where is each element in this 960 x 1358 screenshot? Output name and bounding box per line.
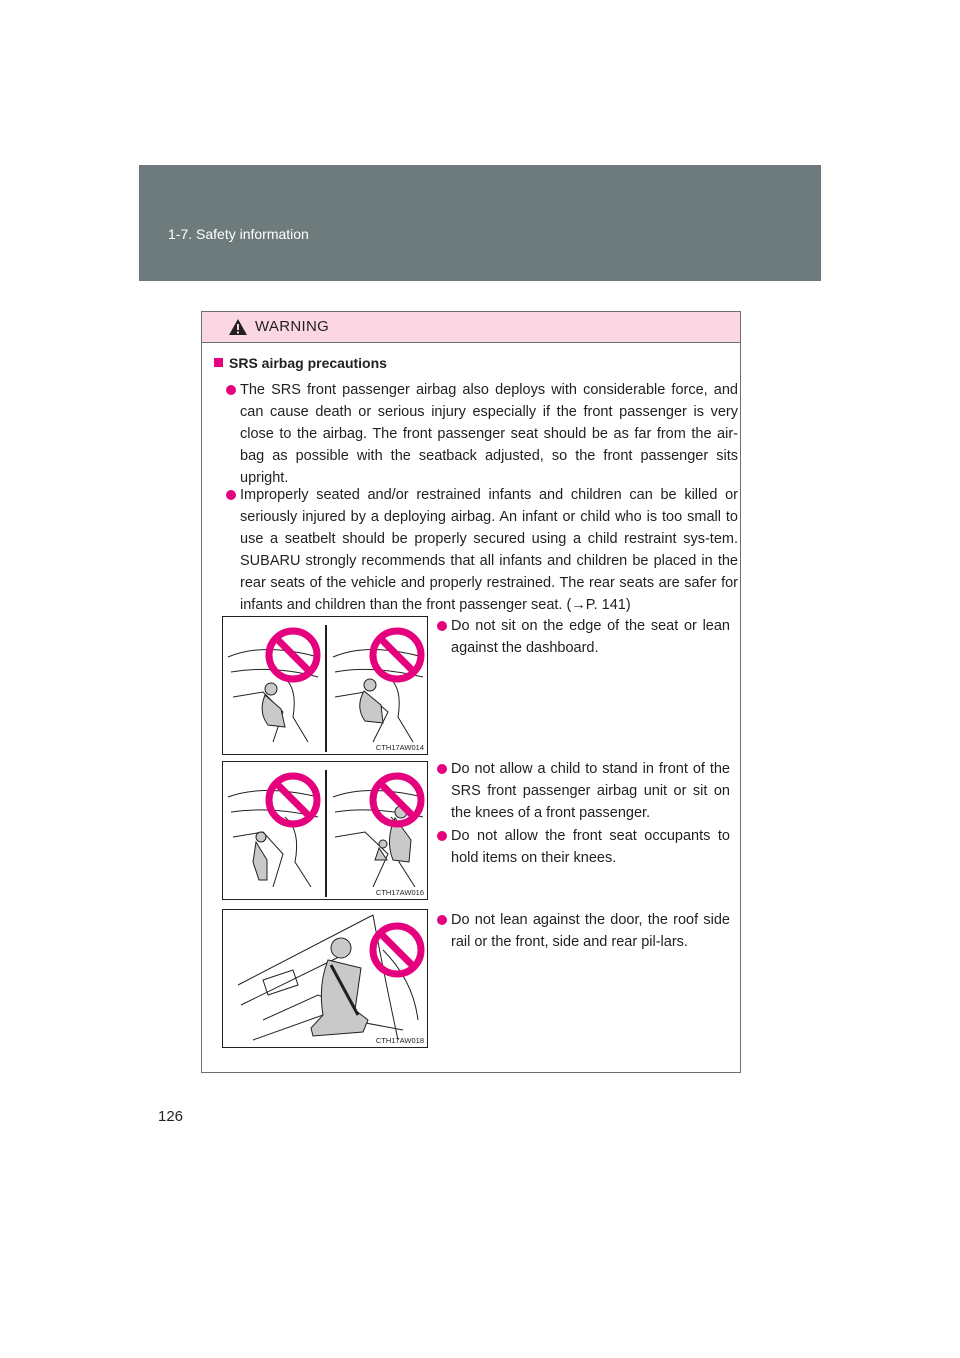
subhead [214, 355, 387, 371]
bullet-dot-icon [437, 764, 447, 774]
bullet-item [451, 909, 730, 953]
bullet-dot-icon [226, 490, 236, 500]
prohibition-icon [269, 776, 317, 824]
car-interior-illustration [223, 617, 428, 755]
bullet-item [451, 825, 730, 869]
bullet-dot-icon [437, 621, 447, 631]
bullet-text: Improperly seated and/or restrained infants and children can be killed or seriously injured by a deploying airbag. An infant or child who is too small to use a seatbelt should be properly secured using a child restraint sys-tem. SUBARU strongly recommends that all infants and children be placed in the rear seats of the vehicle and properly restrained. The rear seats are safer for infants and children than the front passenger seat. (→P. 141) [240, 487, 738, 613]
page-number: 126 [158, 1108, 184, 1125]
car-interior-illustration [223, 762, 428, 900]
bullet-text: Do not allow the front seat occupants to hold items on their knees. [451, 828, 730, 866]
bullet-text: Do not lean against the door, the roof side rail or the front, side and rear pil-lars. [451, 912, 730, 950]
header-band [139, 165, 821, 281]
warning-header [202, 312, 740, 343]
bullet-text: Do not sit on the edge of the seat or lean against the dashboard. [451, 618, 730, 656]
illustration-door-lean [222, 909, 428, 1048]
bullet-dot-icon [226, 385, 236, 395]
bullet-dot-icon [437, 915, 447, 925]
bullet-text: The SRS front passenger airbag also deploys with considerable force, and can cause death or serious injury especially if the front passenger is very close to the airbag. The front passenger seat should be as far from the air-bag as possible with the seatback adjusted, so the front passenger sits upright. [240, 382, 738, 486]
warning-label: WARNING [255, 318, 330, 335]
bullet-item [240, 379, 738, 489]
square-bullet-icon [214, 358, 223, 367]
illustration-child-airbag [222, 761, 428, 900]
bullet-text: Do not allow a child to stand in front of the SRS front passenger airbag unit or sit on the knees of a front passenger. [451, 761, 730, 821]
section-title: 1-7. Safety information [168, 226, 309, 242]
figure-code: CTH17AW014 [375, 743, 424, 752]
bullet-item [451, 758, 730, 824]
warning-triangle-icon [228, 318, 248, 336]
bullet-item [240, 484, 738, 616]
illustration-seat-edge [222, 616, 428, 755]
bullet-dot-icon [437, 831, 447, 841]
figure-code: CTH17AW016 [375, 888, 424, 897]
subhead-text: SRS airbag precautions [229, 355, 387, 371]
car-interior-illustration [223, 910, 428, 1048]
warning-box [201, 311, 741, 1073]
bullet-item [451, 615, 730, 659]
figure-code: CTH17AW018 [375, 1036, 424, 1045]
